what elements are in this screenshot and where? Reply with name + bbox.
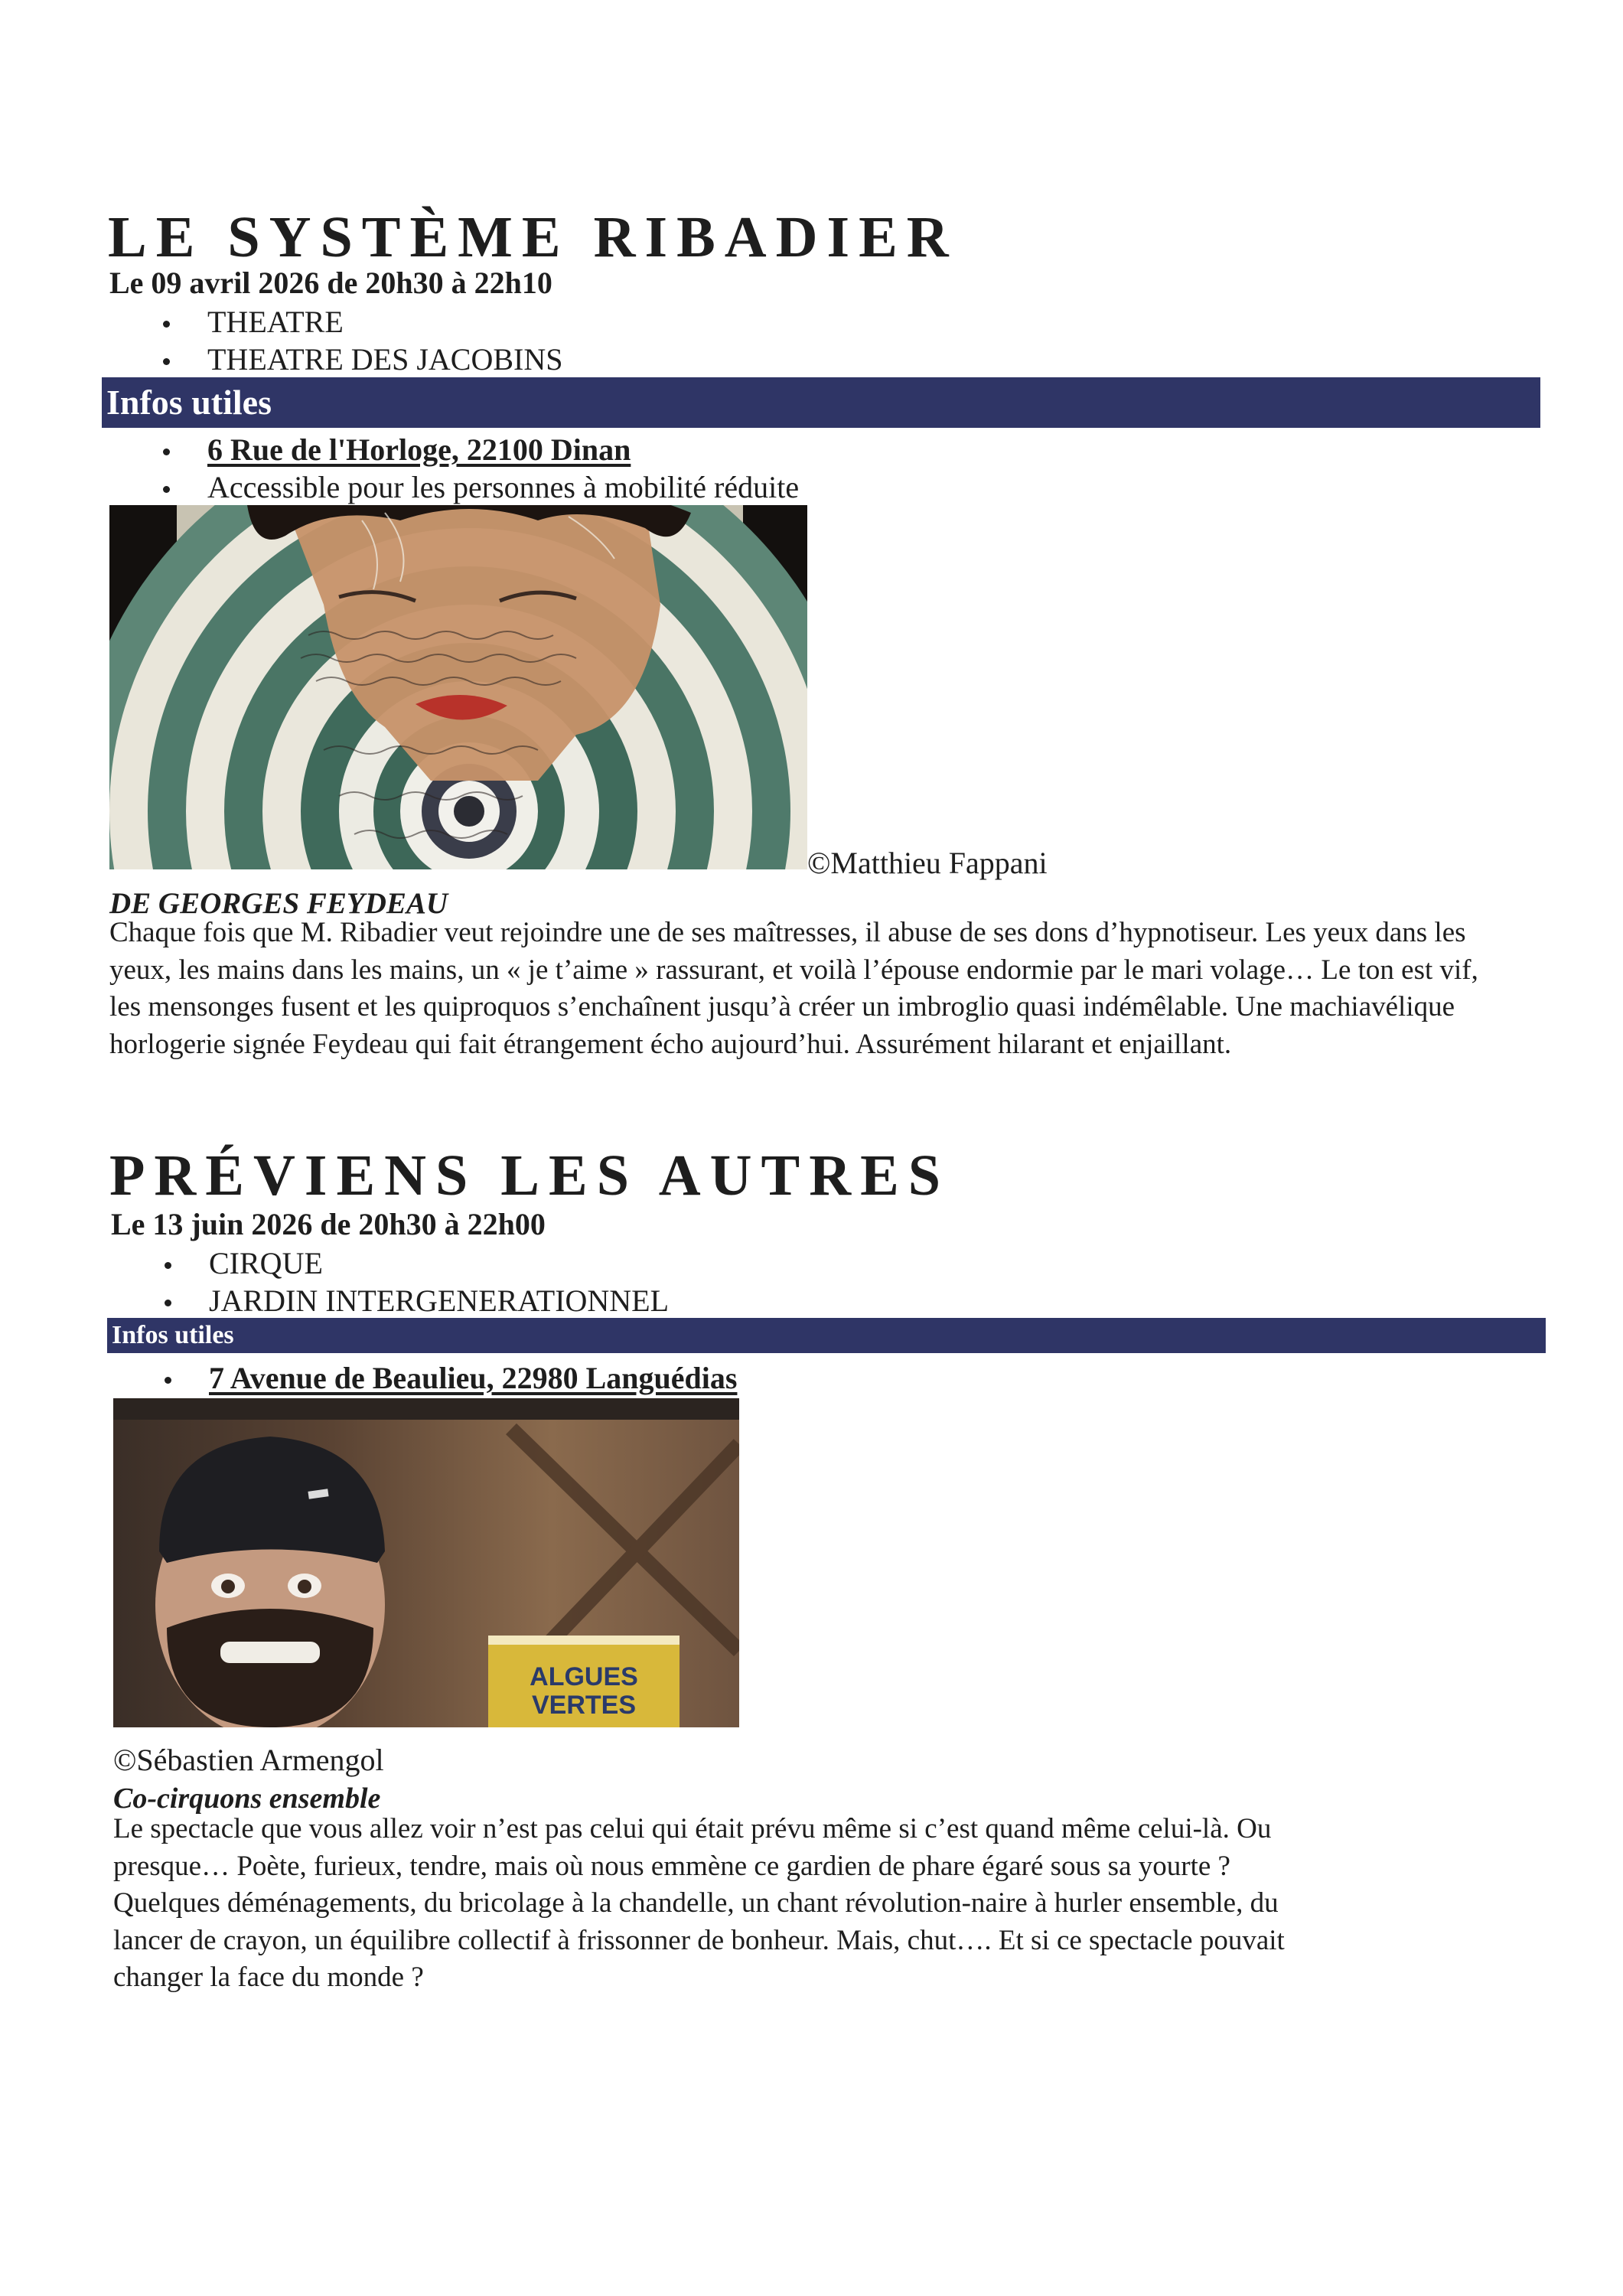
event-1-photo <box>109 505 807 869</box>
event-1-title: LE SYSTÈME RIBADIER <box>108 205 958 269</box>
event-2-title: PRÉVIENS LES AUTRES <box>109 1143 950 1208</box>
event-1-subtitle: DE GEORGES FEYDEAU <box>109 887 448 920</box>
event-2-info-band <box>107 1318 1546 1353</box>
event-2-date: Le 13 juin 2026 de 20h30 à 22h00 <box>111 1207 546 1241</box>
event-2-subtitle: Co-cirquons ensemble <box>113 1782 381 1815</box>
event-2-photo-credit: ©Sébastien Armengol <box>113 1743 384 1777</box>
event-1-photo-credit: ©Matthieu Fappani <box>807 846 1048 880</box>
event-1-tags <box>109 303 562 378</box>
event-2-photo-artwork <box>113 1398 739 1727</box>
event-1-info-band <box>102 377 1540 428</box>
photo-sign-text-line2: VERTES <box>531 1691 637 1720</box>
photo-sign-text-line1: ALGUES <box>530 1662 638 1691</box>
event-2-tags <box>111 1244 669 1319</box>
event-2-info-heading: Infos utiles <box>112 1321 234 1349</box>
event-2-address-link[interactable]: 7 Avenue de Beaulieu, 22980 Languédias <box>209 1361 738 1395</box>
event-1-address-item <box>109 431 799 468</box>
event-1-tag-venue: THEATRE DES JACOBINS <box>109 341 562 378</box>
event-2-tag-category: CIRQUE <box>111 1244 669 1282</box>
event-1-info-heading: Infos utiles <box>106 383 272 422</box>
event-1-tag-category: THEATRE <box>109 303 562 341</box>
event-2-address-item <box>111 1359 737 1397</box>
event-1-description: Chaque fois que M. Ribadier veut rejoindre une de ses maîtresses, il abuse de ses dons d’hypnotiseur. Les yeux dans les yeux, les mains dans les mains, un « je t’aime » rassurant, et voilà l’épouse endormie par le mari volage… Le ton est vif, les mensonges fusent et les quiproquos s’enchaînent jusqu’à créer un imbroglio quasi indémêlable. Une machiavélique horlogerie signée Feydeau qui fait étrangement écho aujourd’hui. Assurément hilarant et enjaillant. <box>109 917 1478 1060</box>
event-2-description: Le spectacle que vous allez voir n’est pas celui qui était prévu même si c’est quand même celui-là. Ou presque… Poète, furieux, tendre, mais où nous emmène ce gardien de phare égaré sous sa yourte ? Quelques déménagements, du bricolage à la chandelle, un chant révolution-naire à hurler ensemble, du lancer de crayon, un équilibre collectif à frissonner de bonheur. Mais, chut…. Et si ce spectacle pouvait changer la face du monde ? <box>113 1813 1285 1993</box>
event-1-address-link[interactable]: 6 Rue de l'Horloge, 22100 Dinan <box>207 432 631 467</box>
event-1-info-list <box>109 431 799 506</box>
event-2-tag-venue: JARDIN INTERGENERATIONNEL <box>111 1282 669 1319</box>
event-2-photo <box>113 1398 739 1727</box>
event-2-info-list <box>111 1359 737 1397</box>
event-1-date: Le 09 avril 2026 de 20h30 à 22h10 <box>109 266 552 300</box>
event-1-photo-artwork <box>109 505 807 869</box>
event-1-accessibility: Accessible pour les personnes à mobilité réduite <box>109 468 799 506</box>
